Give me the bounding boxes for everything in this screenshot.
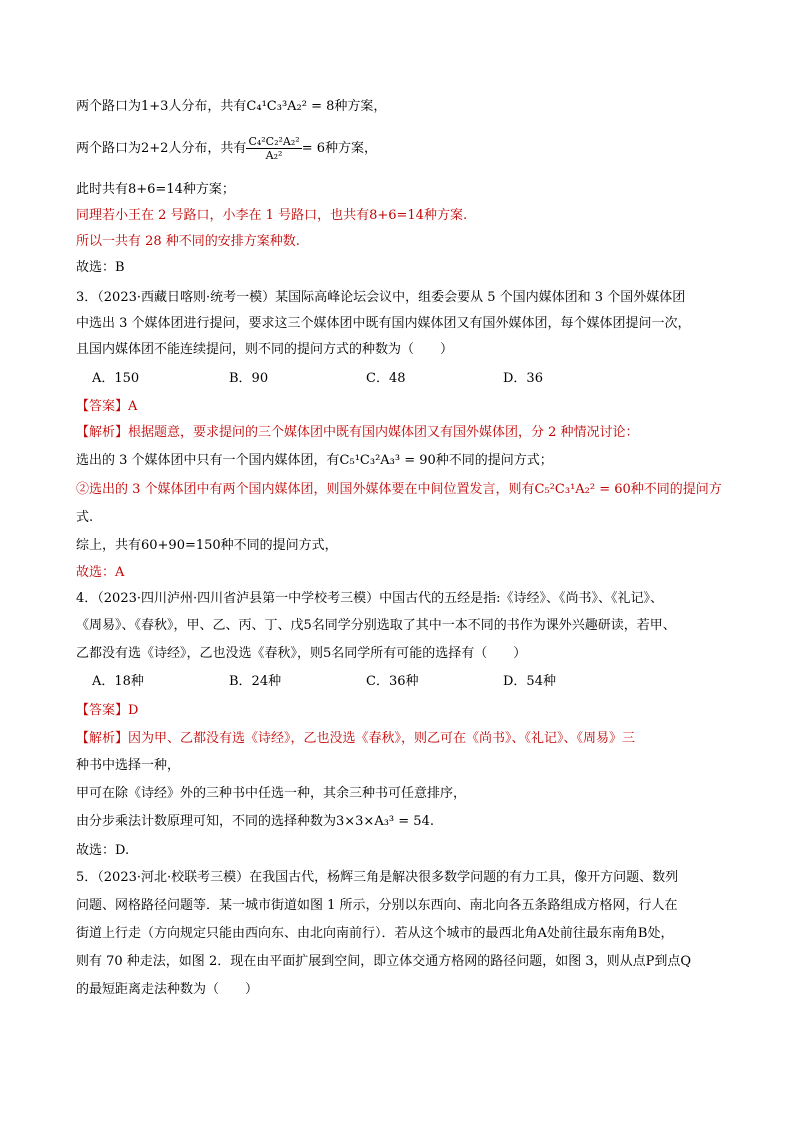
q3-stem-2: 中选出 3 个媒体团进行提问，要求这三个媒体团中既有国内媒体团又有国外媒体团，每个媒体团提问一次， (76, 316, 691, 331)
q4-analysis-2: 种书中选择一种， (76, 758, 181, 773)
q4-answer: 【答案】D (76, 703, 139, 718)
q3-option-d: D．36 (503, 371, 543, 386)
q5-stem-3: 街道上行走（方向规定只能由西向东、由北向南前行）．若从这个城市的最西北角A处前往最东南角B处， (76, 926, 674, 941)
q3-analysis-4: 式. (76, 510, 94, 525)
q2-line-5: 所以一共有 28 种不同的安排方案种数. (76, 234, 300, 249)
q4-stem-2: 《周易》、《春秋》，甲、乙、丙、丁、戊5名同学分别选取了其中一本不同的书作为课外兴趣研读，若甲、 (76, 618, 676, 633)
q3-option-c: C．48 (366, 371, 406, 386)
q2-line-4: 同理若小王在 2 号路口，小李在 1 号路口，也共有8+6=14种方案. (76, 208, 468, 223)
q2-choose: 故选：B (76, 260, 125, 275)
q4-analysis-1: 【解析】因为甲、乙都没有选《诗经》，乙也没选《春秋》，则乙可在《尚书》、《礼记》、《周易》三 (76, 731, 636, 746)
q3-option-a: A．150 (92, 371, 140, 386)
q2-line-2-prefix: 两个路口为2+2人分布，共有 (76, 141, 247, 156)
q3-analysis-3: ②选出的 3 个媒体团中有两个国内媒体团，则国外媒体要在中间位置发言，则有C₅²C₃¹A₂² = 60种不同的提问方 (76, 482, 722, 497)
q4-analysis-4: 由分步乘法计数原理可知，不同的选择种数为3×3×A₃³ = 54. (76, 814, 434, 829)
q3-answer: 【答案】A (76, 399, 138, 414)
q4-option-c: C．36种 (366, 674, 419, 689)
q5-stem-2: 问题、网格路径问题等．某一城市街道如图 1 所示，分别以东西向、南北向各五条路组成方格网，行人在 (76, 898, 678, 913)
q2-line-2-suffix: = 6种方案， (301, 141, 377, 156)
q3-analysis-1: 【解析】根据题意，要求提问的三个媒体团中既有国内媒体团又有国外媒体团，分 2 种情况讨论： (76, 425, 639, 440)
q4-analysis-3: 甲可在除《诗经》外的三种书中任选一种，其余三种书可任意排序， (76, 786, 467, 801)
q3-choose: 故选：A (76, 565, 125, 580)
q4-stem-3: 乙都没有选《诗经》，乙也没选《春秋》，则5名同学所有可能的选择有（ ） (76, 646, 527, 661)
q3-option-b: B．90 (229, 371, 269, 386)
q4-option-d: D．54种 (503, 674, 556, 689)
q3-options (92, 370, 640, 388)
q4-option-a: A．18种 (92, 674, 144, 689)
q4-options (92, 673, 640, 691)
q3-analysis-2: 选出的 3 个媒体团中只有一个国内媒体团，有C₅¹C₃²A₃³ = 90种不同的提问方式； (76, 453, 553, 468)
q4-choose: 故选：D. (76, 843, 130, 858)
q4-stem-1: 4．（2023·四川泸州·四川省泸县第一中学校考三模）中国古代的五经是指:《诗经》、《尚书》、《礼记》、 (76, 591, 664, 606)
q3-analysis-5: 综上，共有60+90=150种不同的提问方式， (76, 538, 338, 553)
q2-line-1: 两个路口为1+3人分布，共有C₄¹C₃³A₂² = 8种方案， (76, 99, 387, 114)
q2-line-2 (76, 135, 736, 162)
q3-stem-1: 3．（2023·西藏日喀则·统考一模）某国际高峰论坛会议中，组委会要从 5 个国内媒体团和 3 个国外媒体团 (76, 290, 686, 305)
q2-fraction-numerator: C₄²C₂²A₂² (248, 135, 300, 148)
q5-stem-1: 5．（2023·河北·校联考三模）在我国古代，杨辉三角是解决很多数学问题的有力工具，像开方问题、数列 (76, 870, 679, 885)
q5-stem-4: 则有 70 种走法，如图 2．现在由平面扩展到空间，即立体交通方格网的路径问题，如图 3，则从点P到点Q (76, 954, 692, 969)
q2-line-3: 此时共有8+6=14种方案； (76, 182, 235, 197)
q2-fraction-denominator: A₂² (265, 149, 283, 162)
q4-option-b: B．24种 (229, 674, 282, 689)
q2-fraction (246, 135, 301, 162)
q3-stem-3: 且国内媒体团不能连续提问，则不同的提问方式的种数为（ ） (76, 342, 454, 357)
q5-stem-5: 的最短距离走法种数为（ ） (76, 982, 259, 997)
